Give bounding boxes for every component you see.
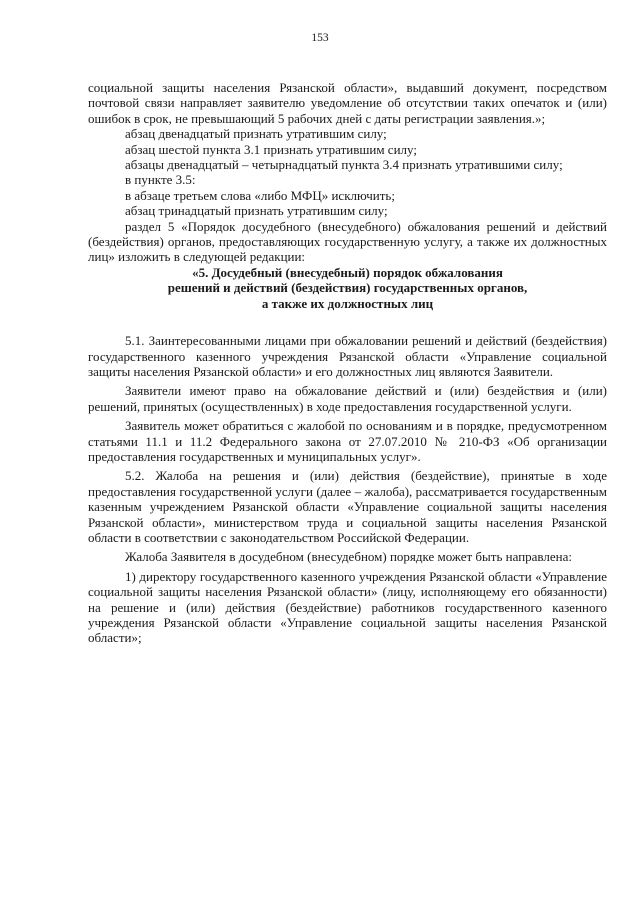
paragraph: абзац шестой пункта 3.1 признать утратившим силу;: [125, 141, 417, 157]
paragraph: Жалоба Заявителя в досудебном (внесудебном) порядке может быть направлена:: [125, 549, 572, 565]
paragraph: раздел 5 «Порядок досудебного (внесудебного) обжалования решений и действий (бездействия) органов, предоставляющих государственную услугу, а также их должностных лиц» изложить в следующей редакции:: [88, 218, 607, 265]
document-body: [88, 80, 607, 646]
page-number: 153: [311, 32, 329, 44]
section-heading-line: решений и действий (бездействия) государственных органов,: [167, 280, 528, 296]
paragraph: абзац тринадцатый признать утратившим силу;: [125, 203, 388, 219]
paragraph: в пункте 3.5:: [125, 172, 196, 188]
paragraph: абзацы двенадцатый – четырнадцатый пункта 3.4 признать утратившими силу;: [125, 157, 563, 173]
paragraph: Заявитель может обратиться с жалобой по основаниям и в порядке, предусмотренном статьями 11.1 и 11.2 Федерального закона от 27.07.2010 № 210-ФЗ «Об организации предоставления государственных и муниципальных услуг».: [88, 418, 607, 464]
paragraph: в абзаце третьем слова «либо МФЦ» исключить;: [125, 187, 395, 203]
paragraph: 1) директору государственного казенного учреждения Рязанской области «Управление социальной защиты населения Рязанской области» (лицу, исполняющему его обязанности) на решение и (или) действия (бездействие) работников государственного казенного учреждения Рязанской области «Управление социальной защиты населения Рязанской области»;: [88, 568, 607, 646]
paragraph: абзац двенадцатый признать утратившим силу;: [125, 126, 387, 142]
paragraph: Заявители имеют право на обжалование действий и (или) бездействия и (или) решений, принятых (осуществленных) в ходе предоставления государственной услуги.: [88, 383, 607, 414]
paragraph: 5.2. Жалоба на решения и (или) действия (бездействие), принятые в ходе предоставления государственной услуги (далее – жалоба), рассматривается государственным казенным учреждением Рязанской области «Управление социальной защиты населения Рязанской области», министерством труда и социальной защиты населения Рязанской области в соответствии с законодательством Российской Федерации.: [88, 468, 607, 545]
section-heading: [88, 265, 607, 311]
section-heading-line: а также их должностных лиц: [261, 295, 434, 311]
section-heading-line: «5. Досудебный (внесудебный) порядок обжалования: [192, 264, 503, 280]
paragraph-continuation: социальной защиты населения Рязанской области», выдавший документ, посредством почтовой связи направляет заявителю уведомление об отсутствии таких опечаток и (или) ошибок в срок, не превышающий 5 рабочих дней с даты регистрации заявления.»;: [88, 80, 607, 126]
paragraph: 5.1. Заинтересованными лицами при обжаловании решений и действий (бездействия) государственного казенного учреждения Рязанской области «Управление социальной защиты населения Рязанской области» и его должностных лиц являются Заявители.: [88, 333, 607, 379]
